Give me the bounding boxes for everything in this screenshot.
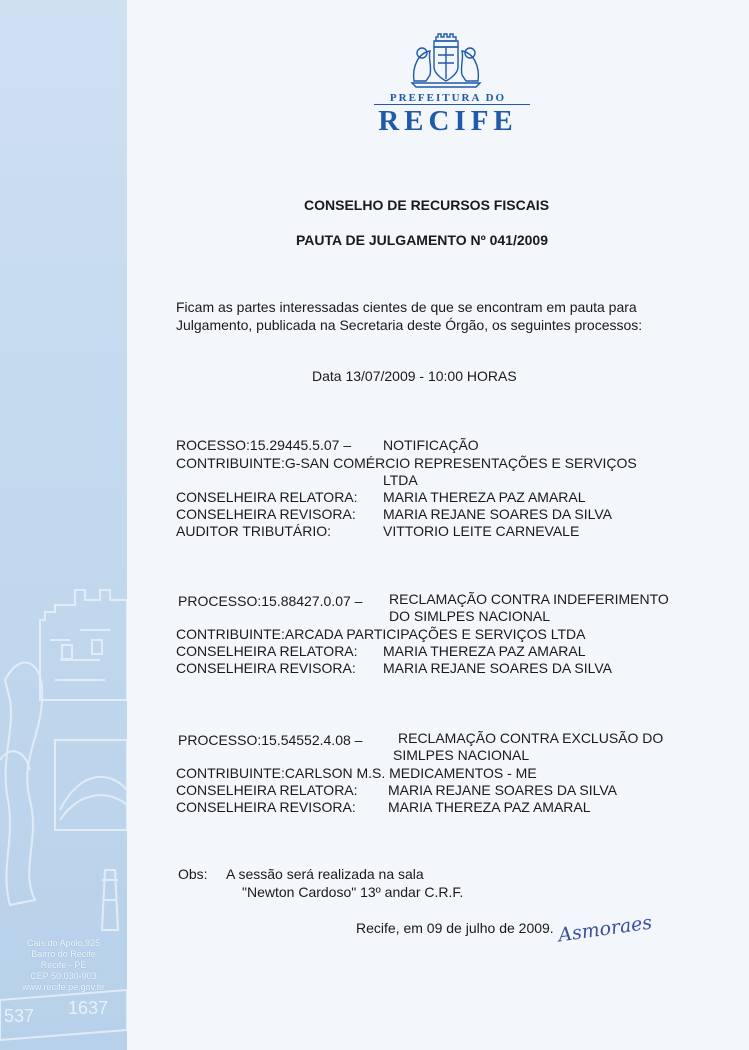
revisora-label: CONSELHEIRA REVISORA: [176,799,356,815]
document-subheading: PAUTA DE JULGAMENTO Nº 041/2009 [296,232,548,248]
sidebar-year-right: 1637 [68,998,109,1018]
revisora-label: CONSELHEIRA REVISORA: [176,506,356,522]
address-line: Recife - PE [40,960,87,970]
process-label: PROCESSO:15.54552.4.08 – [178,732,363,748]
intro-line: Ficam as partes interessadas cientes de que se encontram em pauta para [176,299,637,315]
contribuinte: CONTRIBUINTE:CARLSON M.S. MEDICAMENTOS - ME [176,765,537,781]
relatora-label: CONSELHEIRA RELATORA: [176,643,358,659]
relatora-name: MARIA THEREZA PAZ AMARAL [383,489,586,505]
revisora-name: MARIA REJANE SOARES DA SILVA [383,506,612,522]
obs-room: "Newton Cardoso" 13º andar C.R.F. [242,884,464,900]
decorative-sidebar [0,0,127,1050]
revisora-name: MARIA REJANE SOARES DA SILVA [383,660,612,676]
process-subject: RECLAMAÇÃO CONTRA INDEFERIMENTO [389,591,669,607]
intro-line: Julgamento, publicada na Secretaria deste Órgão, os seguintes processos: [176,317,643,333]
city-emblem-watermark [0,0,127,1050]
address-line: CEP 50.030-903 [30,971,97,981]
relatora-name: MARIA THEREZA PAZ AMARAL [383,643,586,659]
address-line: Bairro do Recife [31,949,96,959]
brand-subtitle: PREFEITURA DO [389,92,507,104]
sidebar-year-left: 537 [4,1006,35,1026]
auditor-label: AUDITOR TRIBUTÁRIO: [176,523,332,539]
auditor-name: VITTORIO LEITE CARNEVALE [383,523,580,539]
address-block [0,938,127,993]
handwritten-signature: Asmoraes [556,911,654,947]
brand-title: RECIFE [378,105,518,137]
process-label: PROCESSO:15.88427.0.07 – [178,593,363,609]
relatora-label: CONSELHEIRA RELATORA: [176,489,358,505]
revisora-name: MARIA THEREZA PAZ AMARAL [388,799,591,815]
process-subject: RECLAMAÇÃO CONTRA EXCLUSÃO DO [398,730,664,746]
obs-text: A sessão será realizada na sala [226,866,424,882]
address-line: Cais do Apolo,925 [26,938,101,948]
process-label: ROCESSO:15.29445.5.07 – [176,437,352,453]
place-date: Recife, em 09 de julho de 2009. [356,920,554,936]
city-coat-of-arms-icon [408,31,484,89]
session-date: Data 13/07/2009 - 10:00 HORAS [312,368,517,384]
contribuinte: CONTRIBUINTE:G-SAN COMÉRCIO REPRESENTAÇÕES E SERVIÇOS [176,455,637,471]
process-subject-cont: SIMLPES NACIONAL [393,747,530,763]
relatora-label: CONSELHEIRA RELATORA: [176,782,358,798]
process-subject: NOTIFICAÇÃO [383,437,479,453]
website-line: www.recife.pe.gov.br [22,982,105,992]
contribuinte: CONTRIBUINTE:ARCADA PARTICIPAÇÕES E SERVIÇOS LTDA [176,626,586,642]
document-heading: CONSELHO DE RECURSOS FISCAIS [304,197,550,213]
obs-label: Obs: [178,866,208,882]
process-subject-cont: DO SIMLPES NACIONAL [389,608,551,624]
contribuinte-cont: LTDA [383,472,418,488]
relatora-name: MARIA REJANE SOARES DA SILVA [388,782,617,798]
revisora-label: CONSELHEIRA REVISORA: [176,660,356,676]
